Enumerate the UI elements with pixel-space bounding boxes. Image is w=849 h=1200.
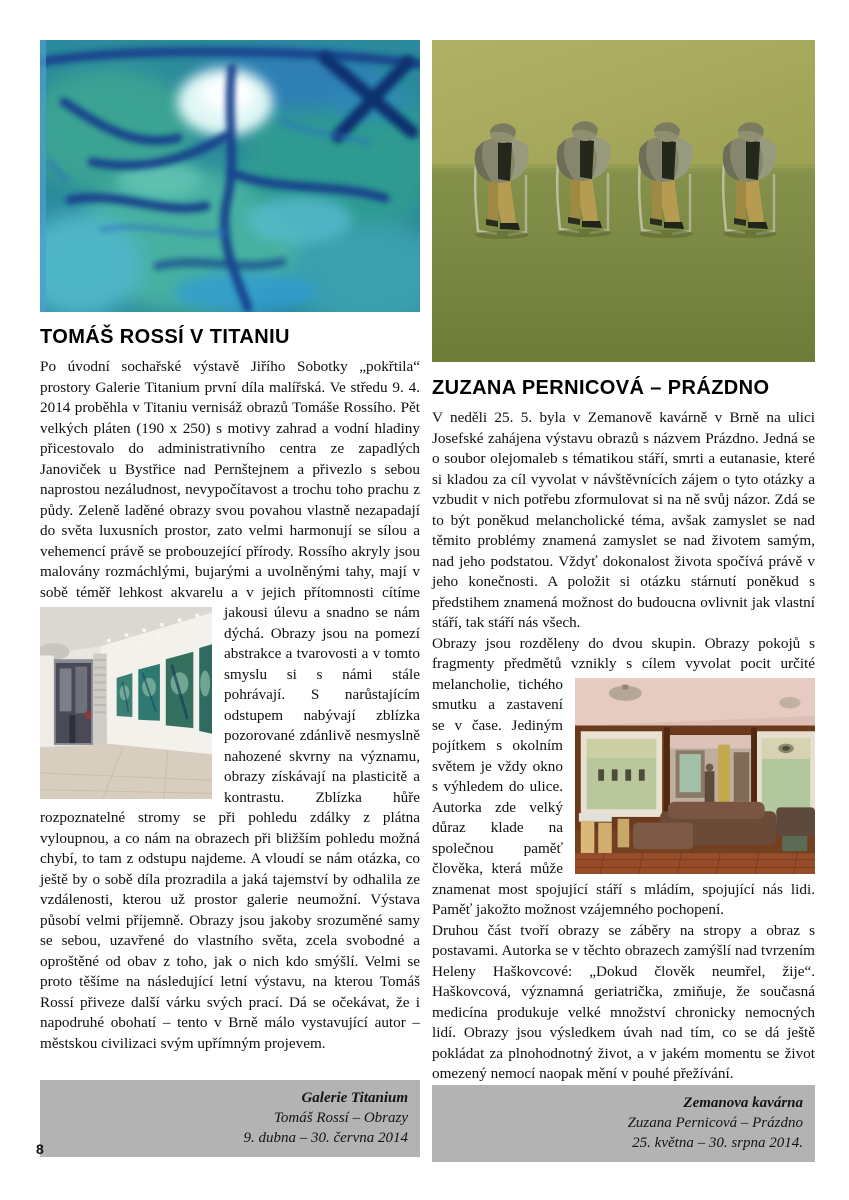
abstract-painting-image (40, 40, 420, 312)
exhibition-credit-right (432, 1085, 815, 1162)
paragraph-with-photo (432, 634, 815, 921)
gallery-photo-image (40, 607, 212, 799)
article-title-right: ZUZANA PERNICOVÁ – PRÁZDNO (432, 377, 770, 399)
article-tomas-rossi (40, 40, 420, 1157)
article-zuzana-pernicova (432, 40, 815, 1152)
credit-dates: 25. května – 30. srpna 2014. (632, 1134, 803, 1151)
cafe-interior-photo (575, 678, 815, 874)
article-body-left (40, 357, 420, 1054)
credit-dates: 9. dubna – 30. června 2014 (243, 1130, 408, 1146)
exhibition-credit-left (40, 1080, 420, 1157)
painting-abstract-blue (40, 40, 420, 312)
article-body-right (432, 408, 815, 1085)
credit-exhibition: Tomáš Rossí – Obrazy (273, 1110, 408, 1126)
page-number: 8 (36, 1141, 44, 1157)
painting-four-figures (432, 40, 815, 362)
cafe-photo-image (575, 678, 815, 874)
body-text-part: Po úvodní sochařské výstavě Jiřího Sobotky „pokřtila“ prostory Galerie Titanium první díla malířská. Ve středu 9. 4. 2014 proběhla v Titaniu vernisáž obrazů Tomáše Rossího. Pět velkých pláten (190 x 250) s motivy zahrad a vodní hladiny přicestovalo do administrativního centra ze zapadlých Janoviček u Bystřice nad Pernštejnem a přivezlo s sebou naprostou nezáludnost, nevypočítavost a trochu toho prachu z půdy. Zeleně laděné obrazy svou povahou vlastně nezapadají do světa luxusních prostor, zato velmi harmonují se sílou a vehemencí právě se probouzející přírody. Rossího akryly jsou malovány rozmáchlými, bujarými a uvolněnými tahy, mají v sobě téměř lehkost akvarelu a v jejich přítomnosti (40, 358, 420, 601)
credit-exhibition: Zuzana Pernicová – Prázdno (627, 1114, 803, 1131)
paragraph: Druhou část tvoří obrazy se záběry na stropy a obraz s postavami. Autorka se v těchto obrazech zamýšlí nad tvrzením Heleny Haškovcové: „Dokud člověk neumřel, žije“. Haškovcová, významná geriatrička, zmiňuje, že současná medicína produkuje velké množství chronicky nemocných lidí. Obrazy jsou výsledkem úvah nad tím, co se dá ještě pokládat za plnohodnotný život, a v jakém momentu se život omezený nemocí naopak mění v pouhé přežívání. (432, 921, 815, 1082)
paragraph: V neděli 25. 5. byla v Zemanově kavárně v Brně na ulici Josefské zahájena výstavu obrazů s názvem Prázdno. Jedná se o soubor olejomaleb s tématikou stáří, smrti a eutanasie, které si kladou za cíl vyvolat v návštěvnících zájem o tyto otázky a vzbudit v nich potřebu zformulovat si na ně svůj názor. Zdá se to být poněkud melancholické téma, avšak zamyslet se nad těmito problémy znamená zamyslet se nad životem samým, nad jeho podstatou. Vždyť dokonalost života spočívá právě v jeho konečnosti. A položit si otázku stárnutí poněkud s předstihem znamená možnost do budoucna ovlivnit jak vlastní stáří, tak stáří nás všech. (432, 409, 815, 631)
body-text-part: cítíme jakousi úlevu a snadno se nám dýchá. Obrazy jsou na pomezí abstrakce a tvarovosti a v tomto smyslu si s námi stále pohrávají. S narůstajícím odstupem nabývají zblízka pozorované zdánlivě nesmyslně nahozené skvrny na významu, obrazy získávají na plasticitě a kontrastu. Zblízka hůře rozpoznatelné stromy se při pohledu zdálky z plátna vyloupnou, a co nám na obrazech při bližším pohledu možná chybí, to tam z odstupu najdeme. A vloudí se nám otázka, co ještě by o sobě díla prozradila a jaká tajemství by odhalila ze vzdálenosti, kterou už prostor galerie neumožní. Výstava působí velmi příjemně. Obrazy jsou jakoby srozuměné samy se sebou, uzavřené do vlastního světa, zcela svobodné a oproštěné od obav z toho, jak o nich kdo smýšlí. Velmi se proto těšíme na následující letní výstavu, na kterou Tomáš Rossí přiveze další várku svých prací. Dá se očekávat, že i napodruhé obohatí – tento v Brně málo vystavující autor – městskou civilizaci svým upřímným projevem. (40, 583, 420, 1052)
credit-venue: Zemanova kavárna (683, 1094, 803, 1111)
article-title-left: TOMÁŠ ROSSÍ V TITANIU (40, 326, 290, 348)
credit-venue: Galerie Titanium (301, 1090, 408, 1106)
four-figures-painting-image (432, 40, 815, 362)
gallery-interior-photo (40, 607, 212, 799)
body-text-part: Obrazy jsou rozděleny do dvou skupin. Obrazy pokojů s fragmenty předmětů vznikly s cílem vyvolat pocit (432, 634, 815, 672)
body-text-part: určité melancholie, tichého smutku a zastavení se v čase. Jediným pojítkem s okolním světem je vždy okno s výhledem do ulice. Autorka zde velký důraz klade na společnou paměť člověka, která může znamenat most spojující stáří s mládím, spojující nás lidi. Paměť jakožto možnost vzájemného pochopení. (432, 655, 816, 918)
